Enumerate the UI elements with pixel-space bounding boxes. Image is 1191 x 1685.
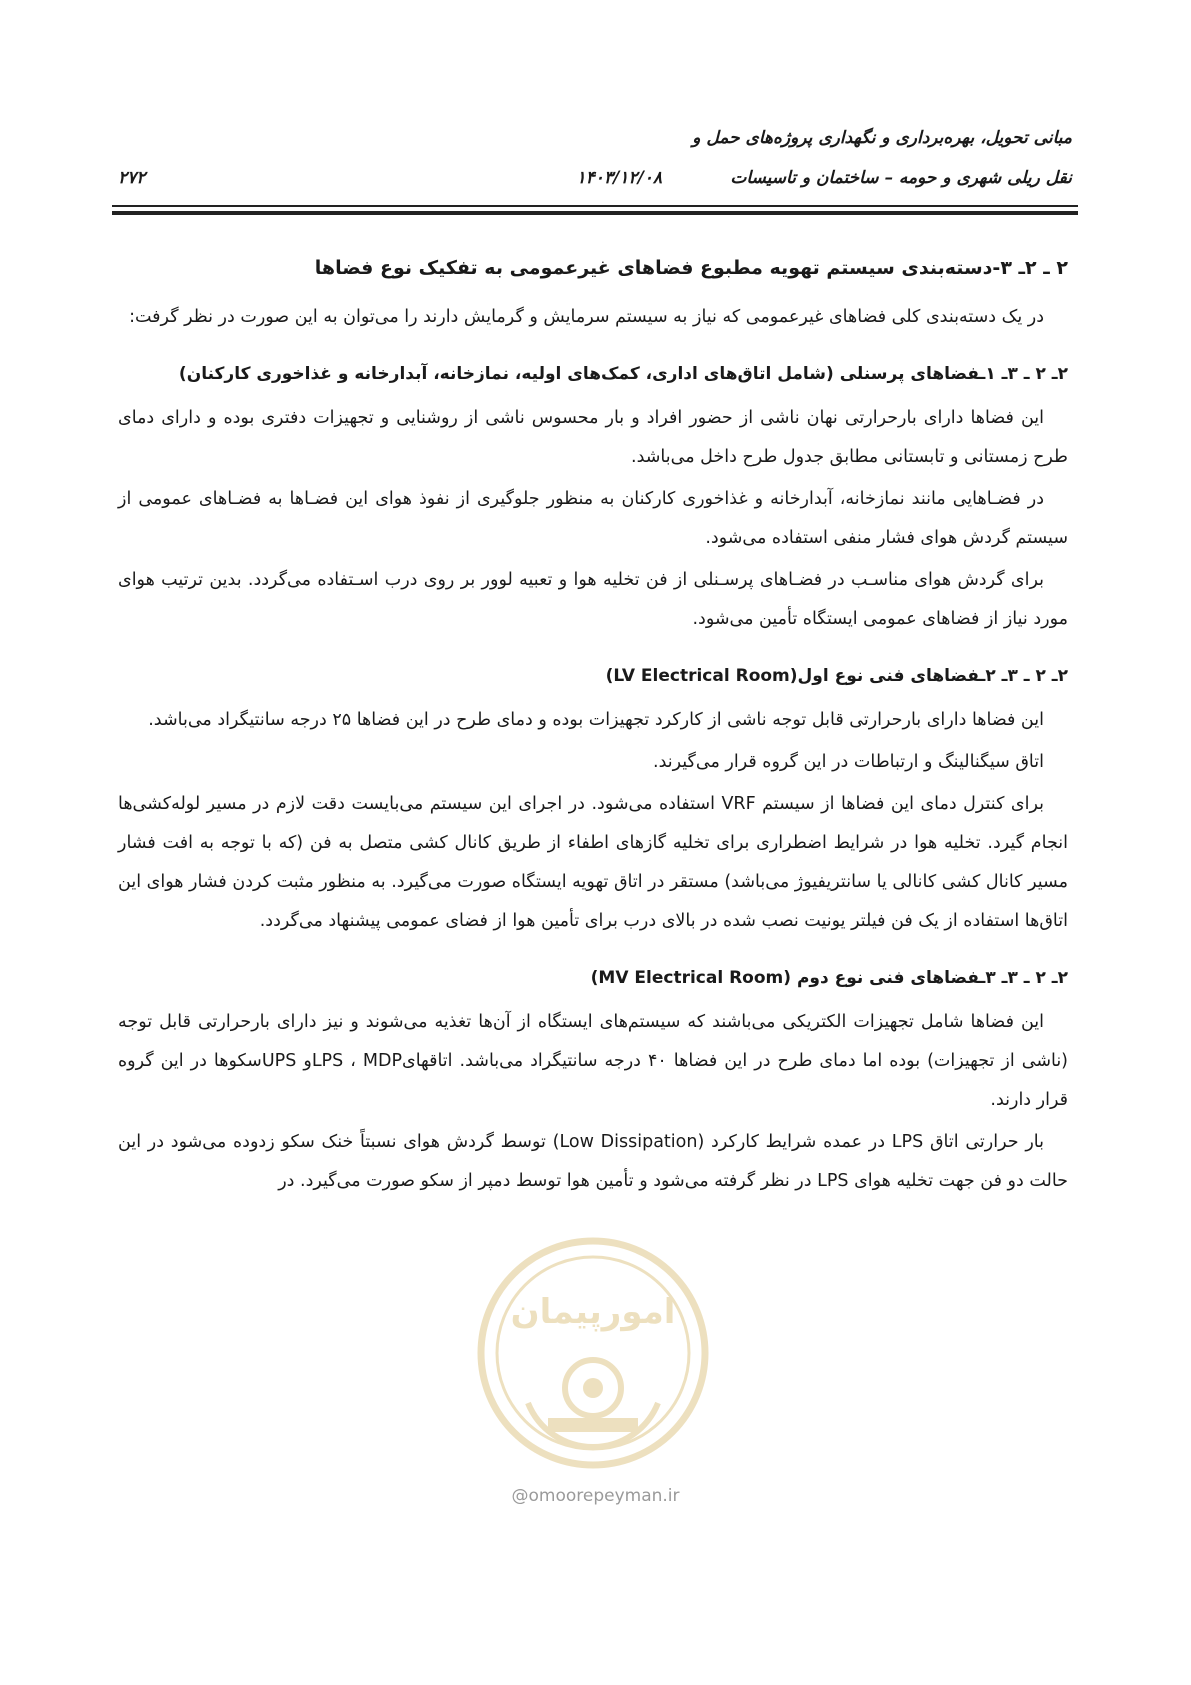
watermark-logo	[468, 1228, 718, 1478]
paragraph: اتاق سیگنالینگ و ارتباطات در این گروه قرار می‌گیرند.	[653, 752, 1044, 772]
paragraph: این فضاها شامل تجهیزات الکتریکی می‌باشند که سیستم‌های ایستگاه از آن‌ها تغذیه می‌شوند و نیز دارای بارحرارتی قابل توجه (ناشی از تجهیزات) بوده اما دمای طرح در این فضاها ۴۰ درجه سانتیگراد می‌باشد. اتاقهایLPS ، MDPو UPSسکوها در این گروه قرار دارند.	[118, 1012, 1069, 1110]
paragraph: در فضـاهایی مانند نمازخانه، آبدارخانه و غذاخوری کارکنان به منظور جلوگیری از نفوذ هوای این فضـاها به فضـاهای عمومی از سیستم گردش هوای فشار منفی استفاده می‌شود.	[118, 489, 1068, 548]
paragraph: برای کنترل دمای این فضاها از سیستم VRF استفاده می‌شود. در اجرای این سیستم می‌بایست دقت لازم در مسیر لوله‌کشی‌ها انجام گیرد. تخلیه هوا در شرایط اضطراری برای تخلیه گازهای اطفاء از طریق کانال کشی متصل به فن (که با توجه به افت فشار مسیر کانال کشی کانالی یا سانتریفیوژ می‌باشد) مستقر در اتاق تهویه ایستگاه صورت می‌گیرد. به منظور مثبت کردن فشار هوای این اتاق‌ها استفاده از یک فن فیلتر یونیت نصب شده در بالای درب برای تأمین هوا از فضای عمومی پیشنهاد می‌گردد.	[118, 794, 1068, 931]
header-series-subtitle: نقل ریلی شهری و حومه – ساختمان و تاسیسات	[730, 168, 1072, 188]
paragraph: این فضاها دارای بارحرارتی قابل توجه ناشی از کارکرد تجهیزات بوده و دمای طرح در این فضاها ۲۵ درجه سانتیگراد می‌باشد.	[148, 710, 1044, 730]
running-header-line2	[118, 168, 1072, 198]
paragraph: بار حرارتی اتاق LPS در عمده شرایط کارکرد (Low Dissipation) توسط گردش هوای نسبتاً خنک سکو زدوده می‌شود در این حالت دو فن جهت تخلیه هوای LPS در نظر گرفته می‌شود و تأمین هوا توسط دمپر از سکو صورت می‌گیرد. در	[118, 1132, 1068, 1191]
header-rule-thick	[112, 211, 1078, 215]
paragraph: برای گردش هوای مناسـب در فضـاهای پرسـنلی از فن تخلیه هوا و تعبیه لوور بر روی درب اسـتفاده می‌گردد. بدین ترتیب هوای مورد نیاز از فضاهای عمومی ایستگاه تأمین می‌شود.	[118, 570, 1068, 629]
section-intro: در یک دسته‌بندی کلی فضاهای غیرعمومی که نیاز به سیستم سرمایش و گرمایش دارند را می‌توان به این صورت در نظر گرفت:	[129, 307, 1044, 327]
header-date: ۱۴۰۳/۱۲/۰۸	[576, 168, 662, 188]
watermark-url: @omoorepeyman.ir	[511, 1486, 680, 1506]
page-number: ۲۷۲	[118, 168, 146, 188]
header-series-title: مبانی تحویل، بهره‌برداری و نگهداری پروژه‌های حمل و	[692, 128, 1072, 148]
header-rule-thin	[112, 205, 1078, 207]
subsection-heading-3: ۲ـ ۲ ـ ۳ـ ۳ـفضاهای فنی نوع دوم (MV Electrical Room)	[590, 968, 1068, 988]
subsection-heading-2: ۲ـ ۲ ـ ۳ـ ۲ـفضاهای فنی نوع اول(LV Electrical Room)	[605, 666, 1068, 686]
document-body	[118, 252, 1068, 1204]
watermark-logo-text: امورپیمان	[510, 1292, 676, 1332]
section-heading: ۲ ـ ۲ـ ۳-دسته‌بندی سیستم تهویه مطبوع فضاهای غیرعمومی به تفکیک نوع فضاها	[314, 257, 1068, 279]
subsection-heading-1: ۲ـ ۲ ـ ۳ـ ۱ـفضاهای پرسنلی (شامل اتاق‌های اداری، کمک‌های اولیه، نمازخانه، آبدارخانه و غذاخوری کارکنان)	[178, 364, 1068, 384]
paragraph: این فضاها دارای بارحرارتی نهان ناشی از حضور افراد و بار محسوس ناشی از روشنایی و تجهیزات دفتری بوده و دارای دمای طرح زمستانی و تابستانی مطابق جدول طرح داخل می‌باشد.	[118, 408, 1068, 467]
